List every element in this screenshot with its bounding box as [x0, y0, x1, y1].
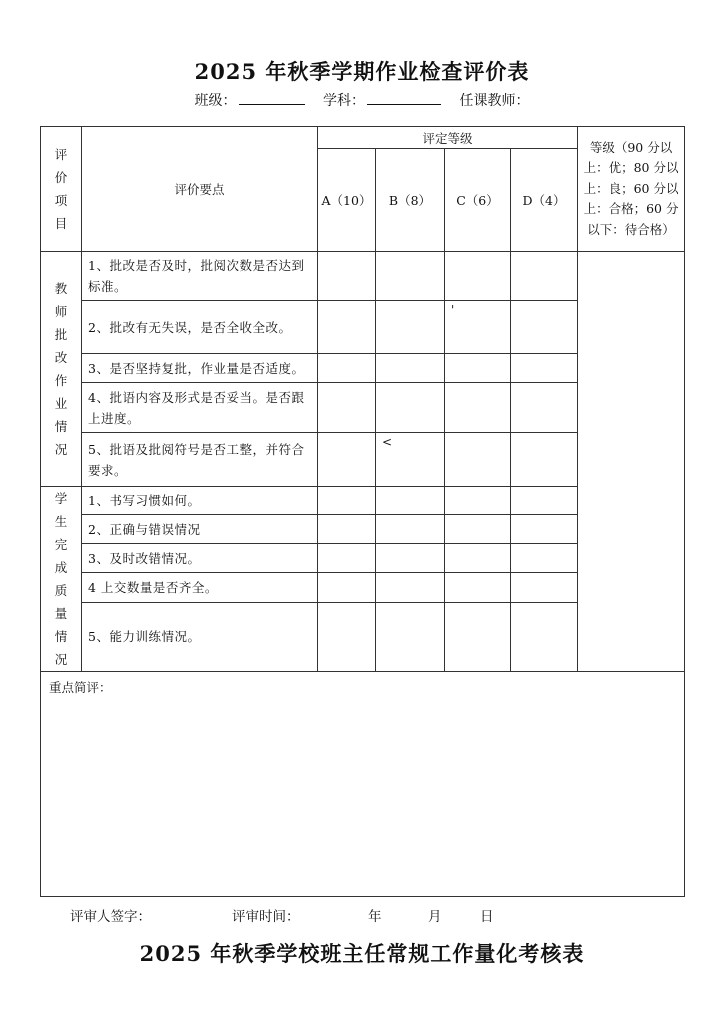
grade-cell[interactable]	[376, 573, 445, 602]
teacher-label: 任课教师：	[459, 93, 530, 109]
grade-cell[interactable]	[445, 602, 511, 671]
evaluation-point: 1、批改是否及时，批阅次数是否达到标准。	[82, 252, 318, 301]
grade-cell[interactable]	[445, 544, 511, 573]
page-title: 2025 年秋季学期作业检查评价表	[194, 59, 530, 84]
evaluation-point: 3、是否坚持复批，作业量是否适度。	[82, 354, 318, 383]
grade-cell[interactable]	[511, 602, 578, 671]
evaluation-point: 2、正确与错误情况	[82, 515, 318, 544]
grade-a: A（10）	[318, 149, 376, 252]
grade-cell[interactable]	[318, 515, 376, 544]
comment-label: 重点简评：	[49, 680, 112, 695]
grade-cell[interactable]	[511, 252, 578, 301]
year-label: 年	[368, 909, 382, 925]
subject-field[interactable]	[367, 90, 441, 105]
grade-cell[interactable]	[376, 252, 445, 301]
comment-area[interactable]	[41, 672, 685, 897]
grade-cell[interactable]	[445, 383, 511, 433]
grade-cell[interactable]: '	[445, 301, 511, 354]
grade-c: C（6）	[445, 149, 511, 252]
grade-cell[interactable]	[511, 301, 578, 354]
grade-cell[interactable]	[511, 487, 578, 515]
grade-cell[interactable]	[511, 383, 578, 433]
evaluation-table	[40, 126, 685, 897]
header-rating: 评定等级	[318, 127, 578, 149]
day-label: 日	[480, 909, 494, 925]
grade-cell[interactable]	[445, 515, 511, 544]
grade-d: D（4）	[511, 149, 578, 252]
evaluation-point: 3、及时改错情况。	[82, 544, 318, 573]
grade-b: B（8）	[376, 149, 445, 252]
grade-cell[interactable]	[376, 487, 445, 515]
month-label: 月	[428, 909, 442, 925]
info-line	[0, 90, 724, 110]
grade-cell[interactable]	[318, 602, 376, 671]
grade-cell[interactable]	[318, 487, 376, 515]
grade-cell[interactable]	[318, 433, 376, 487]
grade-cell[interactable]	[445, 573, 511, 602]
grade-cell[interactable]	[511, 354, 578, 383]
evaluation-point: 5、能力训练情况。	[82, 602, 318, 671]
section-name-text: 学 生 完 成 质 量 情 况	[54, 491, 68, 667]
grade-cell[interactable]	[376, 383, 445, 433]
grade-cell[interactable]	[376, 515, 445, 544]
signature-label: 评审人签字：	[70, 909, 151, 925]
section-name	[41, 252, 82, 487]
header-points: 评价要点	[82, 127, 318, 252]
section-name	[41, 487, 82, 672]
table-row	[41, 252, 685, 301]
section-name-text: 教 师 批 改 作 业 情 况	[54, 281, 68, 457]
grade-cell[interactable]	[376, 354, 445, 383]
grade-cell[interactable]	[376, 544, 445, 573]
evaluation-point: 4、批语内容及形式是否妥当。是否跟上进度。	[82, 383, 318, 433]
scale-cell[interactable]	[578, 252, 685, 672]
grade-cell[interactable]	[376, 301, 445, 354]
grade-cell[interactable]	[511, 433, 578, 487]
evaluation-point: 4 上交数量是否齐全。	[82, 573, 318, 602]
grade-cell[interactable]	[318, 252, 376, 301]
grade-cell[interactable]	[511, 544, 578, 573]
subject-label: 学科：	[323, 93, 365, 109]
header-item	[41, 127, 82, 252]
grade-cell[interactable]	[511, 573, 578, 602]
grade-cell[interactable]	[445, 487, 511, 515]
grade-cell[interactable]: <	[376, 433, 445, 487]
grade-cell[interactable]	[318, 301, 376, 354]
grade-cell[interactable]	[445, 354, 511, 383]
class-label: 班级：	[194, 93, 237, 109]
grade-cell[interactable]	[376, 602, 445, 671]
evaluation-point: 5、批语及批阅符号是否工整，并符合要求。	[82, 433, 318, 487]
class-field[interactable]	[239, 90, 305, 105]
header-scale: 等级（90 分以上：优；80 分以上：良；60 分以上：合格；60 分以下：待合格）	[578, 127, 685, 252]
grade-cell[interactable]	[511, 515, 578, 544]
grade-cell[interactable]	[318, 354, 376, 383]
time-label: 评审时间：	[232, 909, 300, 925]
evaluation-point: 1、书写习惯如何。	[82, 487, 318, 515]
grade-cell[interactable]	[318, 544, 376, 573]
header-item-text: 评 价 项 目	[54, 147, 68, 231]
grade-cell[interactable]	[318, 383, 376, 433]
evaluation-point: 2、批改有无失误，是否全收全改。	[82, 301, 318, 354]
next-title: 2025 年秋季学校班主任常规工作量化考核表	[139, 941, 585, 966]
grade-cell[interactable]	[318, 573, 376, 602]
grade-cell[interactable]	[445, 252, 511, 301]
grade-cell[interactable]	[445, 433, 511, 487]
